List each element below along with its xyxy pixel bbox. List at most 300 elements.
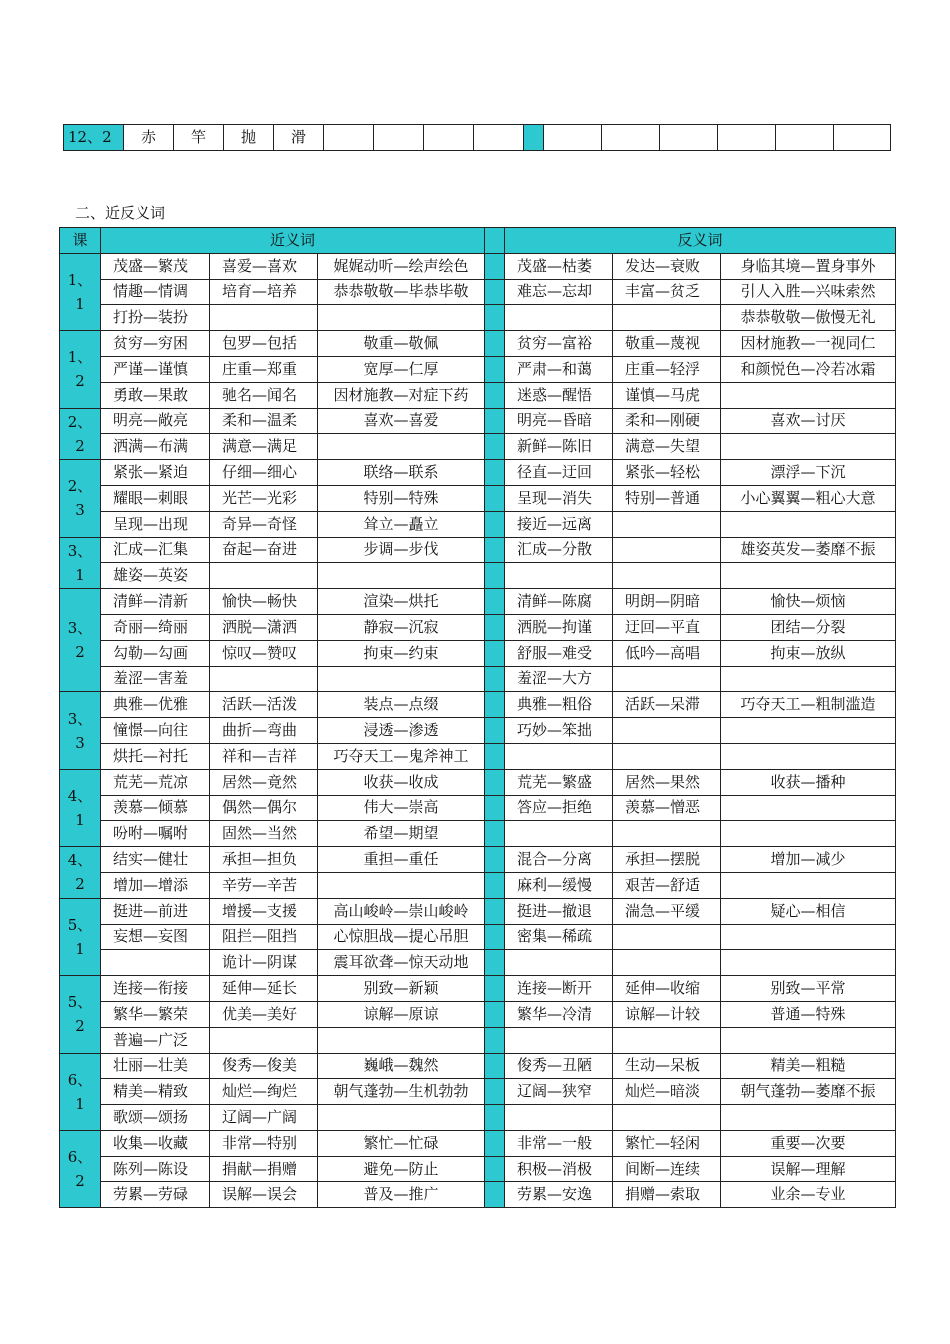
antonym-pair: 误解—理解 bbox=[721, 1156, 896, 1182]
synonym-pair: 羡慕—倾慕 bbox=[101, 795, 210, 821]
antonym-pair: 难忘—忘却 bbox=[505, 279, 613, 305]
synonym-pair bbox=[318, 305, 485, 331]
column-separator bbox=[485, 1053, 505, 1079]
synonym-pair: 荒芜—荒凉 bbox=[101, 769, 210, 795]
synonym-pair: 严谨—谨慎 bbox=[101, 356, 210, 382]
antonym-pair: 承担—摆脱 bbox=[613, 847, 721, 873]
antonyms-header: 反义词 bbox=[505, 228, 896, 254]
antonym-pair: 庄重—轻浮 bbox=[613, 356, 721, 382]
word-row bbox=[60, 382, 896, 408]
column-separator bbox=[485, 950, 505, 976]
lesson-number-part: 4、 bbox=[67, 851, 93, 870]
synonym-pair: 优美—美好 bbox=[210, 1001, 318, 1027]
column-separator bbox=[485, 228, 505, 254]
synonym-pair: 惊叹—赞叹 bbox=[210, 640, 318, 666]
antonym-pair: 接近—远离 bbox=[505, 511, 613, 537]
lesson-number-part: 6、 bbox=[67, 1070, 93, 1089]
word-row bbox=[60, 434, 896, 460]
lesson-number-part: 1、 bbox=[67, 270, 93, 289]
lesson-number-part: 2、 bbox=[67, 477, 93, 496]
antonym-pair: 重要—次要 bbox=[721, 1130, 896, 1156]
antonym-pair: 舒服—难受 bbox=[505, 640, 613, 666]
synonym-pair: 驰名—闻名 bbox=[210, 382, 318, 408]
word-row bbox=[60, 692, 896, 718]
character-cell bbox=[324, 125, 374, 151]
synonym-pair bbox=[101, 950, 210, 976]
column-separator bbox=[485, 795, 505, 821]
word-row bbox=[60, 769, 896, 795]
word-row bbox=[60, 614, 896, 640]
column-separator bbox=[485, 460, 505, 486]
column-separator bbox=[485, 769, 505, 795]
antonym-pair: 羡慕—憎恶 bbox=[613, 795, 721, 821]
synonym-pair: 结实—健壮 bbox=[101, 847, 210, 873]
antonym-pair: 麻利—缓慢 bbox=[505, 872, 613, 898]
separator-cell bbox=[524, 125, 544, 151]
column-separator bbox=[485, 1079, 505, 1105]
synonym-pair bbox=[318, 872, 485, 898]
synonym-pair bbox=[318, 434, 485, 460]
column-separator bbox=[485, 331, 505, 357]
antonym-pair bbox=[613, 305, 721, 331]
synonym-pair: 辽阔—广阔 bbox=[210, 1105, 318, 1131]
synonym-pair: 陈列—陈设 bbox=[101, 1156, 210, 1182]
character-table bbox=[63, 124, 891, 151]
antonym-pair: 因材施教—一视同仁 bbox=[721, 331, 896, 357]
antonym-pair bbox=[505, 950, 613, 976]
antonym-pair bbox=[721, 434, 896, 460]
lesson-number-part: 2 bbox=[75, 436, 85, 455]
synonym-pair: 阻拦—阻挡 bbox=[210, 924, 318, 950]
synonym-pair: 诡计—阴谋 bbox=[210, 950, 318, 976]
synonym-pair: 歌颂—颂扬 bbox=[101, 1105, 210, 1131]
antonym-pair: 喜欢—讨厌 bbox=[721, 408, 896, 434]
antonym-pair: 紧张—轻松 bbox=[613, 460, 721, 486]
synonym-pair: 浸透—渗透 bbox=[318, 718, 485, 744]
lesson-number-part: 1 bbox=[75, 565, 85, 584]
column-separator bbox=[485, 640, 505, 666]
synonym-pair: 劳累—劳碌 bbox=[101, 1182, 210, 1208]
lesson-number bbox=[60, 1053, 101, 1130]
synonym-pair: 灿烂—绚烂 bbox=[210, 1079, 318, 1105]
antonym-pair bbox=[505, 821, 613, 847]
antonym-pair bbox=[721, 563, 896, 589]
column-separator bbox=[485, 1130, 505, 1156]
synonym-pair: 误解—误会 bbox=[210, 1182, 318, 1208]
synonym-pair: 避免—防止 bbox=[318, 1156, 485, 1182]
antonym-pair: 巧妙—笨拙 bbox=[505, 718, 613, 744]
antonym-pair: 连接—断开 bbox=[505, 976, 613, 1002]
lesson-number-part: 3、 bbox=[67, 541, 93, 560]
antonym-pair: 和颜悦色—冷若冰霜 bbox=[721, 356, 896, 382]
lesson-number-part: 1、 bbox=[67, 348, 93, 367]
antonym-pair: 挺进—撤退 bbox=[505, 898, 613, 924]
synonym-pair: 憧憬—向往 bbox=[101, 718, 210, 744]
synonym-pair: 伟大—崇高 bbox=[318, 795, 485, 821]
synonym-pair: 步调—步伐 bbox=[318, 537, 485, 563]
column-separator bbox=[485, 253, 505, 279]
column-separator bbox=[485, 1105, 505, 1131]
synonym-pair: 装点—点缀 bbox=[318, 692, 485, 718]
synonym-pair: 愉快—畅快 bbox=[210, 589, 318, 615]
antonym-pair: 茂盛—枯萎 bbox=[505, 253, 613, 279]
synonym-pair: 因材施教—对症下药 bbox=[318, 382, 485, 408]
character-cell bbox=[660, 125, 718, 151]
column-separator bbox=[485, 563, 505, 589]
column-separator bbox=[485, 511, 505, 537]
word-row bbox=[60, 460, 896, 486]
antonym-pair bbox=[721, 950, 896, 976]
synonym-pair: 偶然—偶尔 bbox=[210, 795, 318, 821]
synonym-pair: 妄想—妄图 bbox=[101, 924, 210, 950]
column-separator bbox=[485, 821, 505, 847]
antonym-pair: 密集—稀疏 bbox=[505, 924, 613, 950]
word-row bbox=[60, 1182, 896, 1208]
column-separator bbox=[485, 743, 505, 769]
antonym-pair bbox=[721, 743, 896, 769]
lesson-number bbox=[60, 537, 101, 589]
synonym-pair bbox=[210, 1027, 318, 1053]
word-row bbox=[60, 795, 896, 821]
synonym-pair: 祥和—吉祥 bbox=[210, 743, 318, 769]
synonym-pair: 精美—精致 bbox=[101, 1079, 210, 1105]
word-row bbox=[60, 589, 896, 615]
antonym-pair: 朝气蓬勃—萎靡不振 bbox=[721, 1079, 896, 1105]
synonym-pair: 紧张—紧迫 bbox=[101, 460, 210, 486]
synonym-pair: 喜欢—喜爱 bbox=[318, 408, 485, 434]
word-row bbox=[60, 485, 896, 511]
antonym-pair: 辽阔—狭窄 bbox=[505, 1079, 613, 1105]
antonym-pair bbox=[721, 1027, 896, 1053]
column-separator bbox=[485, 872, 505, 898]
synonym-pair: 震耳欲聋—惊天动地 bbox=[318, 950, 485, 976]
character-cell bbox=[544, 125, 602, 151]
synonym-pair: 静寂—沉寂 bbox=[318, 614, 485, 640]
character-cell: 抛 bbox=[224, 125, 274, 151]
antonym-pair: 别致—平常 bbox=[721, 976, 896, 1002]
word-row bbox=[60, 1079, 896, 1105]
antonym-pair bbox=[613, 1027, 721, 1053]
synonym-pair: 活跃—活泼 bbox=[210, 692, 318, 718]
synonym-pair: 宽厚—仁厚 bbox=[318, 356, 485, 382]
antonym-pair bbox=[613, 718, 721, 744]
word-row bbox=[60, 950, 896, 976]
synonym-pair bbox=[210, 563, 318, 589]
column-separator bbox=[485, 924, 505, 950]
column-separator bbox=[485, 279, 505, 305]
antonym-pair: 增加—减少 bbox=[721, 847, 896, 873]
lesson-number-part: 1 bbox=[75, 939, 85, 958]
lesson-number-part: 2 bbox=[75, 1017, 85, 1036]
antonym-pair: 迷惑—醒悟 bbox=[505, 382, 613, 408]
word-row bbox=[60, 924, 896, 950]
word-row bbox=[60, 1053, 896, 1079]
column-separator bbox=[485, 898, 505, 924]
column-separator bbox=[485, 305, 505, 331]
word-row bbox=[60, 537, 896, 563]
word-row bbox=[60, 305, 896, 331]
lesson-cell: 12、2 bbox=[64, 125, 124, 151]
antonym-pair bbox=[721, 1105, 896, 1131]
antonym-pair: 繁华—冷清 bbox=[505, 1001, 613, 1027]
antonym-pair: 居然—果然 bbox=[613, 769, 721, 795]
word-row bbox=[60, 1130, 896, 1156]
lesson-number-part: 2 bbox=[75, 875, 85, 894]
lesson-number bbox=[60, 976, 101, 1053]
synonym-pair: 承担—担负 bbox=[210, 847, 318, 873]
antonym-pair: 捐赠—索取 bbox=[613, 1182, 721, 1208]
column-separator bbox=[485, 1182, 505, 1208]
lesson-number-part: 3、 bbox=[67, 709, 93, 728]
antonym-pair bbox=[613, 821, 721, 847]
synonym-pair: 心惊胆战—提心吊胆 bbox=[318, 924, 485, 950]
antonym-pair: 湍急—平缓 bbox=[613, 898, 721, 924]
synonym-pair: 辛劳—辛苦 bbox=[210, 872, 318, 898]
synonym-pair: 满意—满足 bbox=[210, 434, 318, 460]
antonym-pair bbox=[613, 511, 721, 537]
antonym-pair: 愉快—烦恼 bbox=[721, 589, 896, 615]
synonym-pair: 恭恭敬敬—毕恭毕敬 bbox=[318, 279, 485, 305]
lesson-number-part: 2 bbox=[75, 372, 85, 391]
section-heading: 二、近反义词 bbox=[75, 204, 166, 222]
synonym-pair: 俊秀—俊美 bbox=[210, 1053, 318, 1079]
lesson-number-part: 3、 bbox=[67, 619, 93, 638]
synonym-pair: 耀眼—刺眼 bbox=[101, 485, 210, 511]
lesson-number bbox=[60, 253, 101, 330]
antonym-pair: 柔和—刚硬 bbox=[613, 408, 721, 434]
antonym-pair: 收获—播种 bbox=[721, 769, 896, 795]
synonym-pair bbox=[210, 305, 318, 331]
lesson-number bbox=[60, 408, 101, 460]
synonym-pair: 重担—重任 bbox=[318, 847, 485, 873]
synonym-pair: 呈现—出现 bbox=[101, 511, 210, 537]
antonym-pair bbox=[721, 924, 896, 950]
antonym-pair: 谅解—计较 bbox=[613, 1001, 721, 1027]
antonym-pair: 小心翼翼—粗心大意 bbox=[721, 485, 896, 511]
antonym-pair bbox=[721, 821, 896, 847]
lesson-number-part: 3 bbox=[75, 733, 85, 752]
synonym-pair: 巧夺天工—鬼斧神工 bbox=[318, 743, 485, 769]
antonym-pair: 雄姿英发—萎靡不振 bbox=[721, 537, 896, 563]
antonym-pair bbox=[613, 563, 721, 589]
lesson-number bbox=[60, 692, 101, 769]
word-row bbox=[60, 331, 896, 357]
character-cell bbox=[834, 125, 891, 151]
antonym-pair bbox=[721, 382, 896, 408]
synonym-pair: 培育—培养 bbox=[210, 279, 318, 305]
antonym-pair bbox=[505, 743, 613, 769]
column-separator bbox=[485, 614, 505, 640]
antonym-pair: 巧夺天工—粗制滥造 bbox=[721, 692, 896, 718]
lesson-number bbox=[60, 331, 101, 408]
antonym-pair bbox=[613, 1105, 721, 1131]
antonym-pair: 汇成—分散 bbox=[505, 537, 613, 563]
synonym-pair bbox=[318, 563, 485, 589]
synonym-pair: 清鲜—清新 bbox=[101, 589, 210, 615]
synonym-pair: 奇丽—绮丽 bbox=[101, 614, 210, 640]
column-separator bbox=[485, 1001, 505, 1027]
antonym-pair bbox=[505, 563, 613, 589]
lesson-number-part: 6、 bbox=[67, 1148, 93, 1167]
antonym-pair: 羞涩—大方 bbox=[505, 666, 613, 692]
antonym-pair: 严肃—和蔼 bbox=[505, 356, 613, 382]
character-cell: 滑 bbox=[274, 125, 324, 151]
lesson-number bbox=[60, 769, 101, 846]
antonym-pair bbox=[721, 718, 896, 744]
antonym-pair: 洒脱—拘谨 bbox=[505, 614, 613, 640]
synonym-pair: 朝气蓬勃—生机勃勃 bbox=[318, 1079, 485, 1105]
synonym-pair: 耸立—矗立 bbox=[318, 511, 485, 537]
antonym-pair: 业余—专业 bbox=[721, 1182, 896, 1208]
lesson-number bbox=[60, 460, 101, 537]
antonym-pair: 生动—呆板 bbox=[613, 1053, 721, 1079]
synonym-pair: 明亮—敞亮 bbox=[101, 408, 210, 434]
antonym-pair: 繁忙—轻闲 bbox=[613, 1130, 721, 1156]
lesson-header: 课 bbox=[60, 228, 101, 254]
word-row bbox=[60, 847, 896, 873]
antonym-pair: 俊秀—丑陋 bbox=[505, 1053, 613, 1079]
antonym-pair: 间断—连续 bbox=[613, 1156, 721, 1182]
antonym-pair: 漂浮—下沉 bbox=[721, 460, 896, 486]
antonym-pair: 身临其境—置身事外 bbox=[721, 253, 896, 279]
antonym-pair: 丰富—贫乏 bbox=[613, 279, 721, 305]
word-row bbox=[60, 279, 896, 305]
lesson-number-part: 4、 bbox=[67, 786, 93, 805]
synonym-pair: 敬重—敬佩 bbox=[318, 331, 485, 357]
lesson-number-part: 1 bbox=[75, 810, 85, 829]
synonym-pair: 巍峨—魏然 bbox=[318, 1053, 485, 1079]
lesson-number-part: 2 bbox=[75, 643, 85, 662]
synonym-pair: 庄重—郑重 bbox=[210, 356, 318, 382]
antonym-pair: 延伸—收缩 bbox=[613, 976, 721, 1002]
synonym-pair: 曲折—弯曲 bbox=[210, 718, 318, 744]
word-row bbox=[60, 1001, 896, 1027]
column-separator bbox=[485, 356, 505, 382]
antonym-pair bbox=[721, 872, 896, 898]
word-row bbox=[60, 821, 896, 847]
synonym-pair: 特别—特殊 bbox=[318, 485, 485, 511]
synonym-pair: 拘束—约束 bbox=[318, 640, 485, 666]
synonym-pair: 增援—支援 bbox=[210, 898, 318, 924]
column-separator bbox=[485, 692, 505, 718]
word-row bbox=[60, 408, 896, 434]
word-row bbox=[60, 253, 896, 279]
synonym-pair: 繁忙—忙碌 bbox=[318, 1130, 485, 1156]
lesson-number-part: 1 bbox=[75, 294, 85, 313]
character-cell bbox=[776, 125, 834, 151]
antonym-pair: 活跃—呆滞 bbox=[613, 692, 721, 718]
antonym-pair bbox=[505, 305, 613, 331]
antonym-pair: 发达—衰败 bbox=[613, 253, 721, 279]
synonym-pair: 壮丽—壮美 bbox=[101, 1053, 210, 1079]
lesson-number-part: 2 bbox=[75, 1172, 85, 1191]
column-separator bbox=[485, 382, 505, 408]
character-cell bbox=[718, 125, 776, 151]
column-separator bbox=[485, 589, 505, 615]
synonym-pair: 固然—当然 bbox=[210, 821, 318, 847]
synonym-pair: 渲染—烘托 bbox=[318, 589, 485, 615]
antonym-pair: 团结—分裂 bbox=[721, 614, 896, 640]
word-row bbox=[60, 898, 896, 924]
antonym-pair: 灿烂—暗淡 bbox=[613, 1079, 721, 1105]
lesson-number bbox=[60, 847, 101, 899]
column-separator bbox=[485, 976, 505, 1002]
synonym-pair: 奋起—奋进 bbox=[210, 537, 318, 563]
antonym-pair: 荒芜—繁盛 bbox=[505, 769, 613, 795]
column-separator bbox=[485, 718, 505, 744]
synonym-pair: 增加—增添 bbox=[101, 872, 210, 898]
synonym-pair bbox=[318, 666, 485, 692]
word-row bbox=[60, 743, 896, 769]
lesson-number-part: 2、 bbox=[67, 412, 93, 431]
word-row bbox=[60, 976, 896, 1002]
synonym-pair: 普及—推广 bbox=[318, 1182, 485, 1208]
synonym-antonym-table bbox=[59, 227, 896, 1208]
character-cell: 赤 bbox=[124, 125, 174, 151]
antonym-pair bbox=[721, 666, 896, 692]
synonym-pair: 茂盛—繁茂 bbox=[101, 253, 210, 279]
synonym-pair: 贫穷—穷困 bbox=[101, 331, 210, 357]
synonym-pair: 打扮—装扮 bbox=[101, 305, 210, 331]
synonym-pair: 洒脱—潇洒 bbox=[210, 614, 318, 640]
synonym-pair: 勇敢—果敢 bbox=[101, 382, 210, 408]
word-row bbox=[60, 1105, 896, 1131]
antonym-pair: 艰苦—舒适 bbox=[613, 872, 721, 898]
word-row bbox=[60, 563, 896, 589]
antonym-pair: 清鲜—陈腐 bbox=[505, 589, 613, 615]
antonym-pair: 普通—特殊 bbox=[721, 1001, 896, 1027]
column-separator bbox=[485, 408, 505, 434]
antonym-pair bbox=[721, 511, 896, 537]
character-cell bbox=[374, 125, 424, 151]
lesson-number bbox=[60, 898, 101, 975]
antonym-pair: 新鲜—陈旧 bbox=[505, 434, 613, 460]
synonym-pair bbox=[318, 1105, 485, 1131]
character-cell bbox=[602, 125, 660, 151]
lesson-number-part: 1 bbox=[75, 1094, 85, 1113]
lesson-number-part: 3 bbox=[75, 501, 85, 520]
synonym-pair: 别致—新颖 bbox=[318, 976, 485, 1002]
synonym-pair bbox=[210, 666, 318, 692]
synonym-pair: 烘托—衬托 bbox=[101, 743, 210, 769]
antonym-pair: 低吟—高唱 bbox=[613, 640, 721, 666]
lesson-number-part: 5、 bbox=[67, 993, 93, 1012]
synonym-pair: 情趣—情调 bbox=[101, 279, 210, 305]
synonym-pair: 居然—竟然 bbox=[210, 769, 318, 795]
word-row bbox=[60, 1027, 896, 1053]
lesson-number bbox=[60, 1130, 101, 1207]
synonym-pair: 光芒—光彩 bbox=[210, 485, 318, 511]
antonym-pair bbox=[505, 1105, 613, 1131]
antonym-pair: 答应—拒绝 bbox=[505, 795, 613, 821]
synonym-pair: 勾勒—勾画 bbox=[101, 640, 210, 666]
column-separator bbox=[485, 434, 505, 460]
synonym-pair: 连接—衔接 bbox=[101, 976, 210, 1002]
synonym-pair: 联络—联系 bbox=[318, 460, 485, 486]
antonym-pair: 疑心—相信 bbox=[721, 898, 896, 924]
antonym-pair: 谨慎—马虎 bbox=[613, 382, 721, 408]
antonym-pair: 引人入胜—兴味索然 bbox=[721, 279, 896, 305]
character-cell bbox=[424, 125, 474, 151]
synonym-pair: 雄姿—英姿 bbox=[101, 563, 210, 589]
antonym-pair: 积极—消极 bbox=[505, 1156, 613, 1182]
word-row bbox=[60, 872, 896, 898]
antonym-pair: 精美—粗糙 bbox=[721, 1053, 896, 1079]
lesson-number-part: 5、 bbox=[67, 915, 93, 934]
synonym-pair: 汇成—汇集 bbox=[101, 537, 210, 563]
synonym-pair: 吩咐—嘱咐 bbox=[101, 821, 210, 847]
antonym-pair: 明亮—昏暗 bbox=[505, 408, 613, 434]
